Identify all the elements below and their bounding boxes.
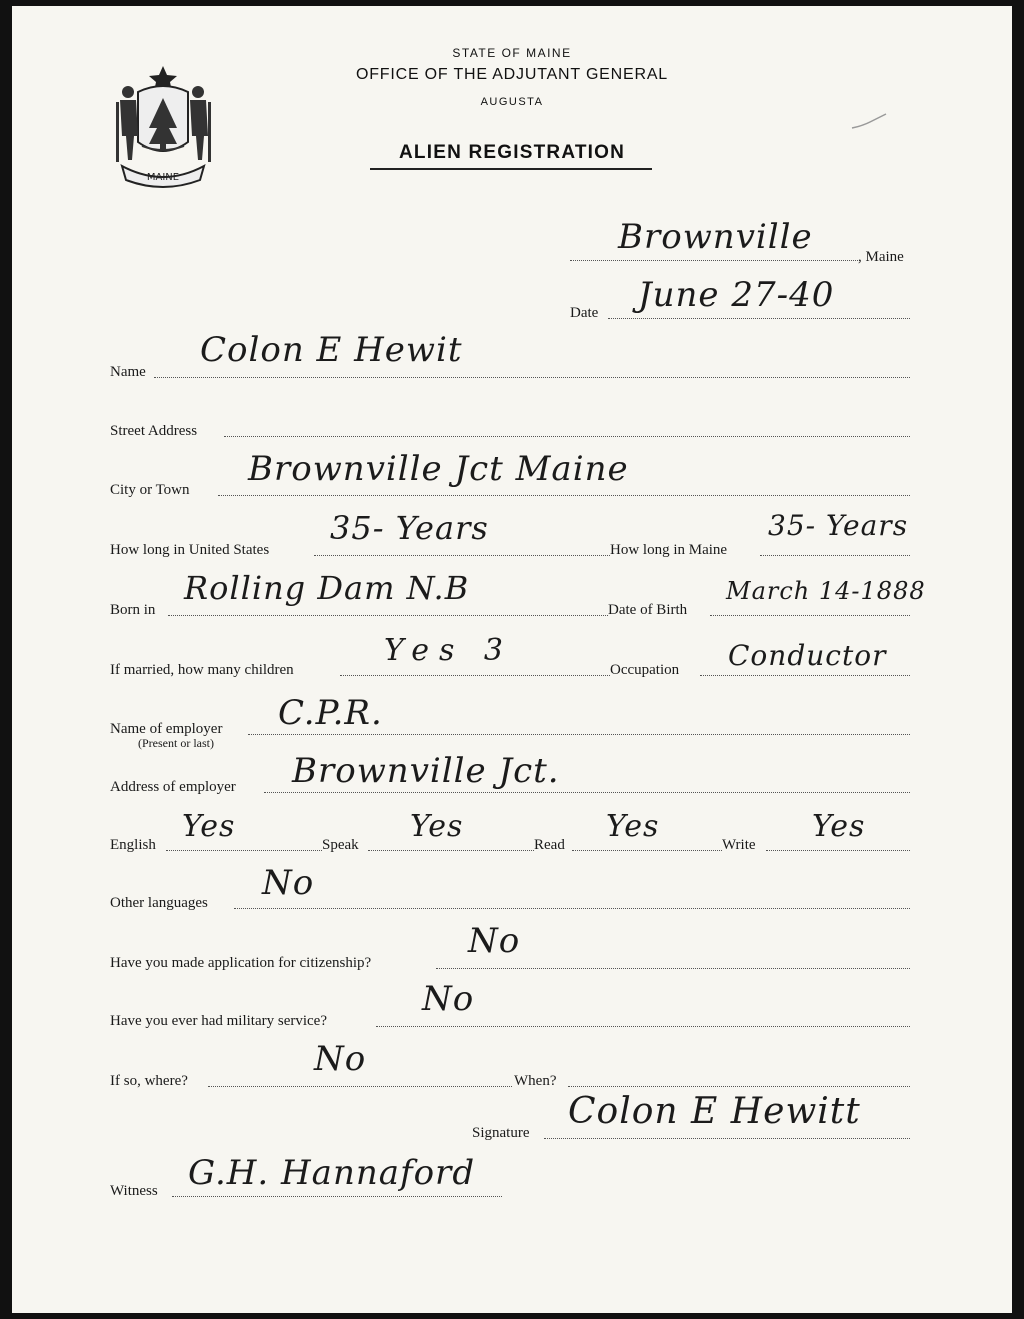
date-of-birth-value: March 14-1888 <box>726 577 926 605</box>
employer-name-line <box>248 734 910 735</box>
employer-address-line <box>264 792 910 793</box>
military-label: Have you ever had military service? <box>110 1013 327 1029</box>
citizenship-label: Have you made application for citizenship? <box>110 955 372 971</box>
name-value: Colon E Hewit <box>200 330 463 370</box>
name-label: Name <box>110 364 146 380</box>
date-line <box>608 318 910 319</box>
signature-line <box>544 1138 910 1139</box>
employer-note-label: (Present or last) <box>138 736 214 750</box>
speak-line <box>368 850 534 851</box>
how-long-maine-line <box>760 555 910 556</box>
date-label: Date <box>570 305 599 321</box>
read-value: Yes <box>606 809 660 844</box>
date-of-birth-label: Date of Birth <box>608 602 688 618</box>
other-languages-value: No <box>262 863 315 903</box>
check-mark-icon <box>850 112 890 132</box>
citizenship-value: No <box>468 921 521 961</box>
employer-name-value: C.P.R. <box>278 693 383 733</box>
other-languages-line <box>234 908 910 909</box>
employer-address-label: Address of employer <box>110 779 236 795</box>
street-address-label: Street Address <box>110 423 198 439</box>
place-line <box>570 260 858 261</box>
where-line <box>208 1086 512 1087</box>
married-children-line <box>340 675 610 676</box>
write-value: Yes <box>812 809 866 844</box>
english-line <box>166 850 322 851</box>
speak-label: Speak <box>322 837 359 853</box>
how-long-us-label: How long in United States <box>110 542 270 558</box>
how-long-maine-value: 35- Years <box>768 509 909 542</box>
occupation-label: Occupation <box>610 662 680 678</box>
english-value: Yes <box>182 809 236 844</box>
if-so-where-label: If so, where? <box>110 1073 188 1089</box>
married-children-value: Yes 3 <box>384 633 513 668</box>
witness-label: Witness <box>110 1183 158 1199</box>
when-line <box>568 1086 910 1087</box>
signature-value: Colon E Hewitt <box>568 1091 861 1132</box>
maine-label: , Maine <box>858 249 904 265</box>
how-long-maine-label: How long in Maine <box>610 542 728 558</box>
form-title: ALIEN REGISTRATION <box>398 142 626 163</box>
occupation-value: Conductor <box>728 639 887 672</box>
other-languages-label: Other languages <box>110 895 208 911</box>
witness-line <box>172 1196 502 1197</box>
born-in-line <box>168 615 608 616</box>
place-value: Brownville <box>618 217 813 257</box>
write-line <box>766 850 910 851</box>
occupation-line <box>700 675 910 676</box>
read-line <box>572 850 722 851</box>
employer-address-value: Brownville Jct. <box>292 751 560 791</box>
military-line <box>376 1026 910 1027</box>
city-or-town-line <box>218 495 910 496</box>
city-heading: AUGUSTA <box>480 96 544 108</box>
how-long-us-value: 35- Years <box>330 509 489 547</box>
witness-value: G.H. Hannaford <box>188 1153 476 1193</box>
military-value: No <box>422 979 475 1019</box>
city-or-town-label: City or Town <box>110 482 190 498</box>
when-label: When? <box>514 1073 557 1089</box>
born-in-value: Rolling Dam N.B <box>184 569 470 607</box>
write-label: Write <box>722 837 756 853</box>
english-label: English <box>110 837 156 853</box>
employer-name-label: Name of employer <box>110 721 223 737</box>
state-heading: STATE OF MAINE <box>452 46 572 60</box>
svg-text:MAINE: MAINE <box>146 172 180 183</box>
signature-label: Signature <box>472 1125 530 1141</box>
title-underline <box>370 168 652 170</box>
street-address-line <box>224 436 910 437</box>
registration-form <box>12 6 1012 1313</box>
name-line <box>154 377 910 378</box>
how-long-us-line <box>314 555 610 556</box>
city-or-town-value: Brownville Jct Maine <box>248 449 629 489</box>
date-value: June 27-40 <box>638 275 835 315</box>
read-label: Read <box>534 837 565 853</box>
citizenship-line <box>436 968 910 969</box>
born-in-label: Born in <box>110 602 156 618</box>
date-of-birth-line <box>710 615 910 616</box>
married-children-label: If married, how many children <box>110 662 294 678</box>
where-value: No <box>314 1039 367 1079</box>
office-heading: OFFICE OF THE ADJUTANT GENERAL <box>355 66 669 83</box>
speak-value: Yes <box>410 809 464 844</box>
